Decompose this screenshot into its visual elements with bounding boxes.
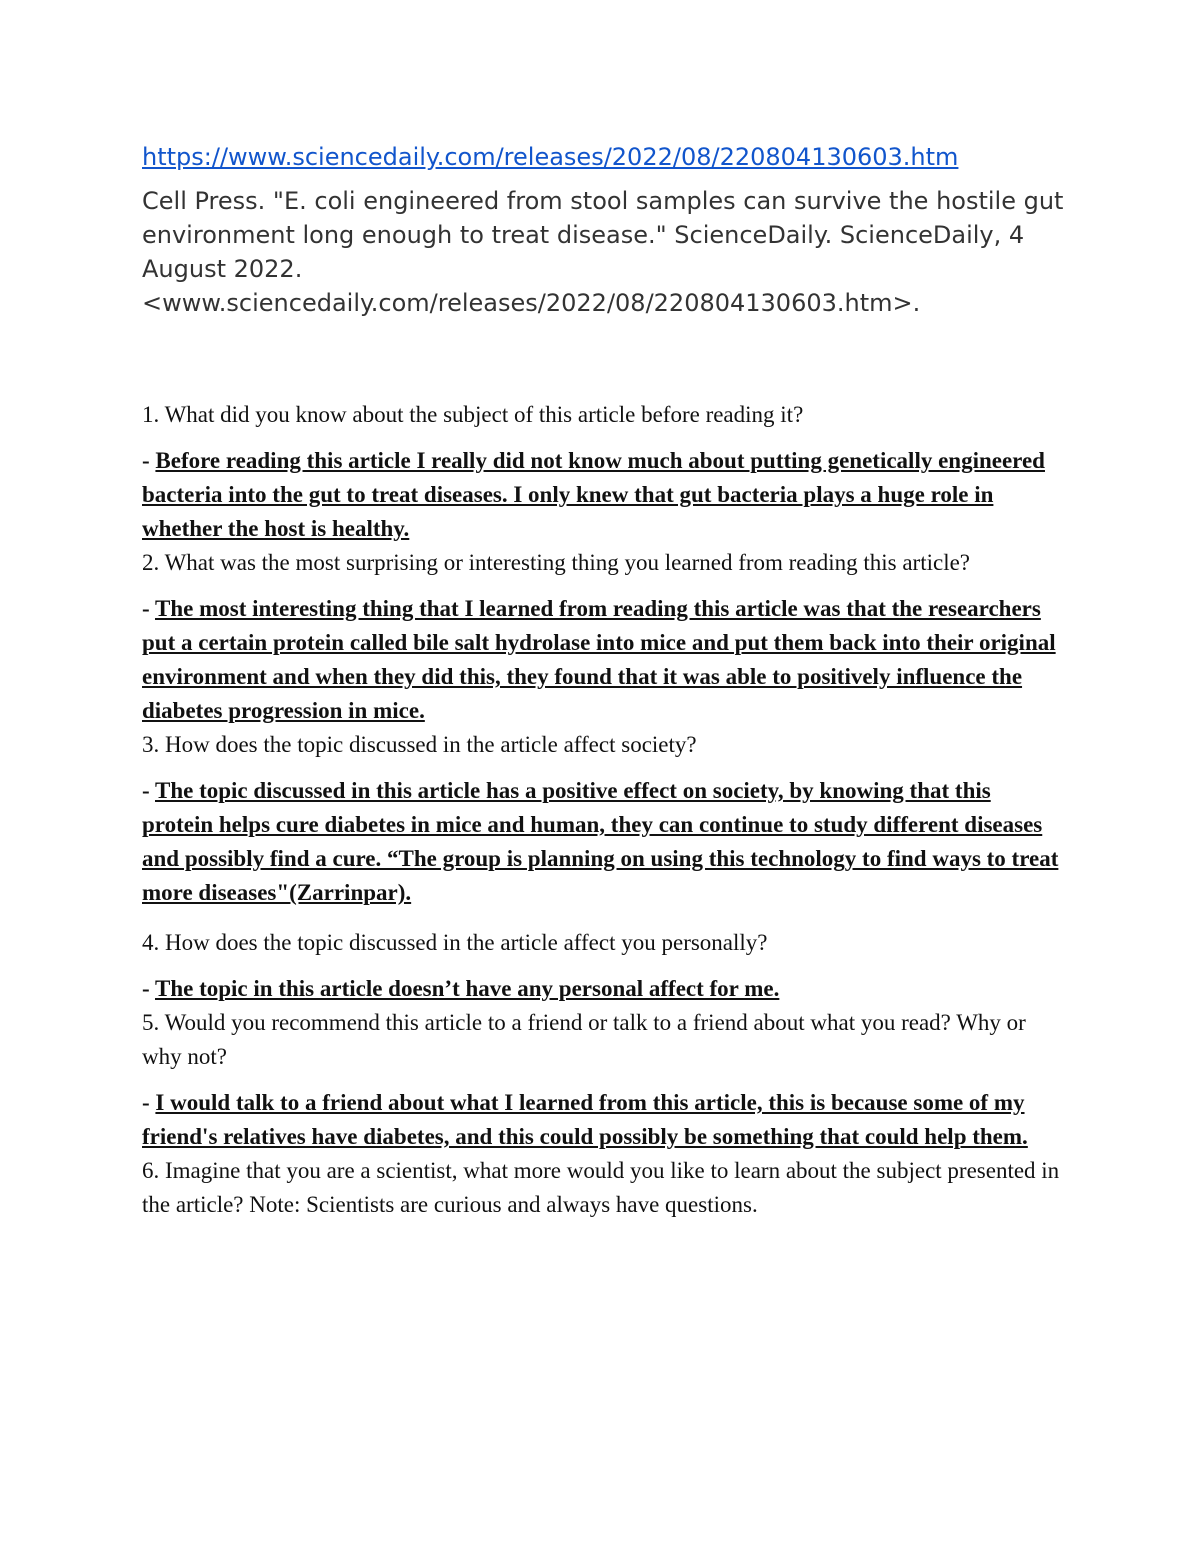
answer-2	[142, 592, 1067, 728]
answer-3	[142, 774, 1067, 910]
document-page	[142, 140, 1067, 1222]
question-6: 6. Imagine that you are a scientist, what more would you like to learn about the subject presented in the article? Note: Scientists are curious and always have questions.	[142, 1158, 1060, 1217]
question-3: 3. How does the topic discussed in the article affect society?	[142, 732, 697, 757]
question-answer-list	[142, 398, 1067, 1222]
answer-prefix: -	[142, 448, 156, 473]
answer-prefix: -	[142, 976, 155, 1001]
question-1: 1. What did you know about the subject of this article before reading it?	[142, 402, 804, 427]
answer-4-text: The topic in this article doesn’t have any personal affect for me.	[155, 976, 780, 1001]
article-link[interactable]: https://www.sciencedaily.com/releases/2022/08/220804130603.htm	[142, 143, 959, 171]
answer-1	[142, 444, 1067, 546]
answer-prefix: -	[142, 1090, 156, 1115]
answer-5	[142, 1086, 1067, 1154]
answer-4	[142, 972, 1067, 1006]
answer-prefix: -	[142, 596, 155, 621]
answer-1-text: Before reading this article I really did not know much about putting genetically engineered bacteria into the gut to treat diseases. I only knew that gut bacteria plays a huge role in whether the host is healthy.	[142, 448, 1045, 541]
question-5: 5. Would you recommend this article to a friend or talk to a friend about what you read? Why or why not?	[142, 1010, 1026, 1069]
question-4: 4. How does the topic discussed in the article affect you personally?	[142, 930, 768, 955]
answer-5-text: I would talk to a friend about what I learned from this article, this is because some of my friend's relatives have diabetes, and this could possibly be something that could help them.	[142, 1090, 1028, 1149]
answer-prefix: -	[142, 778, 155, 803]
answer-2-text: The most interesting thing that I learned from reading this article was that the researchers put a certain protein called bile salt hydrolase into mice and put them back into their original environment and when they did this, they found that it was able to positively influence the diabetes progression in mice.	[142, 596, 1056, 723]
answer-3-text: The topic discussed in this article has a positive effect on society, by knowing that this protein helps cure diabetes in mice and human, they can continue to study different diseases and possibly find a cure. “The group is planning on using this technology to find ways to treat more diseases"(Zarrinpar).	[142, 778, 1059, 905]
question-2: 2. What was the most surprising or interesting thing you learned from reading this article?	[142, 550, 971, 575]
citation-text: Cell Press. "E. coli engineered from stool samples can survive the hostile gut environment long enough to treat disease." ScienceDaily. ScienceDaily, 4 August 2022. <www.sciencedaily.com/releases/2022/08/220804130603.htm>.	[142, 187, 1064, 317]
